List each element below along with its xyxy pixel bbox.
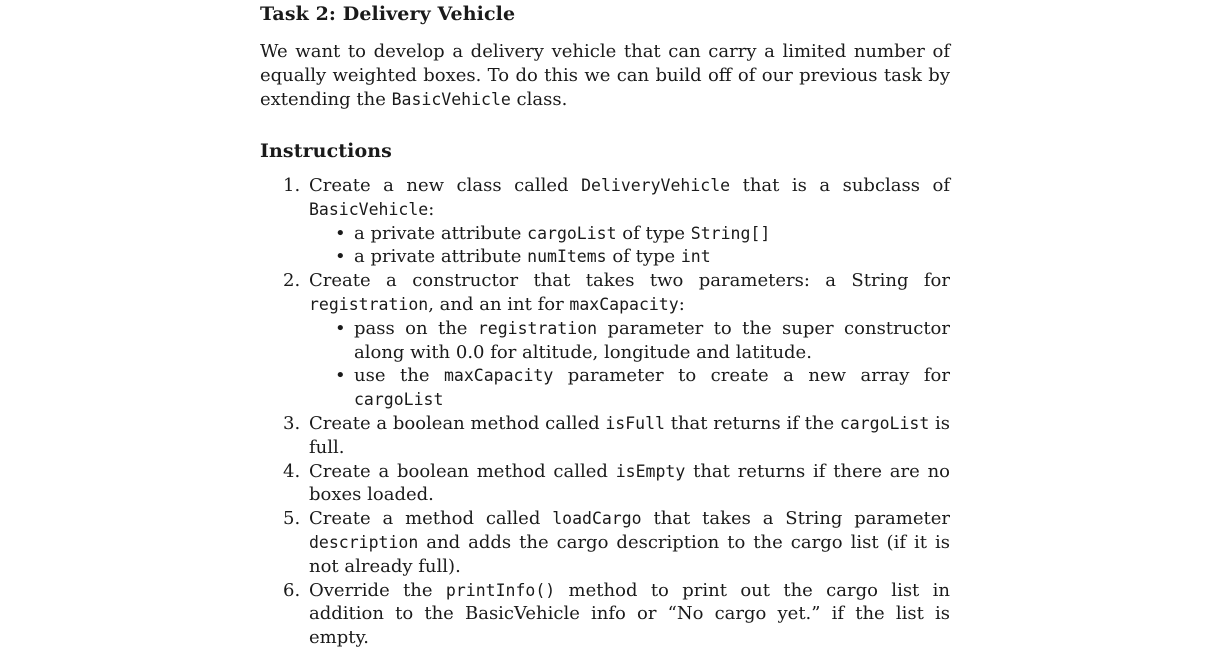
item-code: isEmpty: [615, 461, 686, 481]
item-code: BasicVehicle: [309, 199, 429, 219]
intro-code: BasicVehicle: [391, 89, 511, 109]
item-text: and adds the cargo description to the cargo list (if it is not already full).: [309, 531, 950, 577]
bullet-code: String[]: [690, 223, 771, 243]
section-title: Task 2: Delivery Vehicle: [260, 3, 516, 25]
intro-text-1: We want to develop a delivery vehicle that can carry a limited number of equally weighted boxes. To do this we can build off of our previous task by extending the: [260, 41, 950, 110]
intro-text-2: class.: [510, 88, 568, 110]
item-code: registration: [309, 294, 429, 314]
bullet-icon: •: [335, 317, 346, 339]
sub-list: [309, 317, 950, 412]
intro-paragraph: [260, 40, 950, 111]
item-text: Create a method called: [309, 508, 553, 530]
item-code: isFull: [605, 413, 665, 433]
item-text: Create a new class called: [309, 175, 582, 196]
bullet-icon: •: [335, 246, 346, 268]
item-number: 2.: [283, 270, 301, 292]
item-number: 6.: [283, 579, 301, 601]
item-code: loadCargo: [552, 509, 642, 529]
item-code: printInfo(): [445, 580, 556, 600]
list-item: [260, 412, 950, 460]
instructions-heading: Instructions: [260, 140, 392, 162]
item-body: [309, 460, 950, 508]
list-item: [260, 460, 950, 508]
item-code: description: [309, 532, 419, 552]
bullet-text: a private attribute: [354, 222, 528, 244]
bullet-code: registration: [477, 318, 598, 338]
item-text: :: [678, 293, 685, 315]
bullet-text: parameter to the super constructor along with 0.0 for altitude, longitude and latitude.: [354, 317, 950, 363]
item-number: 1.: [283, 175, 301, 196]
item-code: DeliveryVehicle: [581, 176, 731, 195]
sub-list-item: [260, 317, 950, 365]
bullet-icon: •: [335, 365, 346, 387]
item-text: that takes a String parameter: [641, 508, 951, 530]
item-body: [309, 579, 950, 650]
instructions-list: [260, 174, 950, 650]
item-code: cargoList: [839, 413, 930, 433]
item-text: that returns if there are no boxes loaded.: [309, 460, 951, 506]
item-body: [309, 269, 950, 317]
sub-list-item: [260, 222, 950, 246]
list-item: [260, 269, 950, 412]
sub-list-item: [260, 364, 950, 412]
list-item: [260, 507, 950, 578]
item-text: Create a boolean method called: [309, 412, 606, 434]
list-item: [260, 579, 950, 650]
bullet-code: maxCapacity: [443, 366, 554, 386]
item-text: Override the: [309, 579, 446, 601]
bullet-code: int: [680, 247, 711, 267]
bullet-code: cargoList: [527, 223, 617, 243]
item-code: maxCapacity: [569, 294, 679, 314]
bullet-text: parameter to create a new array for: [553, 365, 950, 387]
bullet-icon: •: [335, 222, 346, 244]
item-body: [309, 507, 950, 578]
bullet-text: pass on the: [354, 317, 478, 339]
item-text: Create a constructor that takes two parameters: a String for: [309, 270, 950, 292]
item-number: 5.: [283, 508, 301, 530]
bullet-text: use the: [354, 365, 444, 387]
item-line: [309, 198, 950, 222]
bullet-text: a private attribute: [354, 246, 528, 268]
sub-list-item: [260, 245, 950, 269]
item-line: [309, 174, 950, 198]
bullet-code: cargoList: [354, 390, 444, 410]
item-text: that returns if the: [664, 412, 840, 434]
item-text: :: [428, 198, 435, 220]
item-number: 3.: [283, 412, 301, 434]
item-text: is full.: [309, 412, 950, 458]
item-text: method to print out the cargo list in addition to the BasicVehicle info or “No cargo yet.” if the list is empty.: [309, 579, 951, 649]
item-body: [309, 412, 950, 460]
sub-list: [309, 222, 950, 270]
item-text: Create a boolean method called: [309, 460, 616, 482]
list-item: [260, 174, 950, 269]
item-number: 4.: [283, 460, 301, 482]
bullet-text: of type: [606, 246, 681, 268]
bullet-code: numItems: [527, 247, 607, 267]
item-text: that is a subclass of: [730, 175, 950, 196]
item-text: , and an int for: [428, 293, 570, 315]
bullet-text: of type: [616, 222, 691, 244]
